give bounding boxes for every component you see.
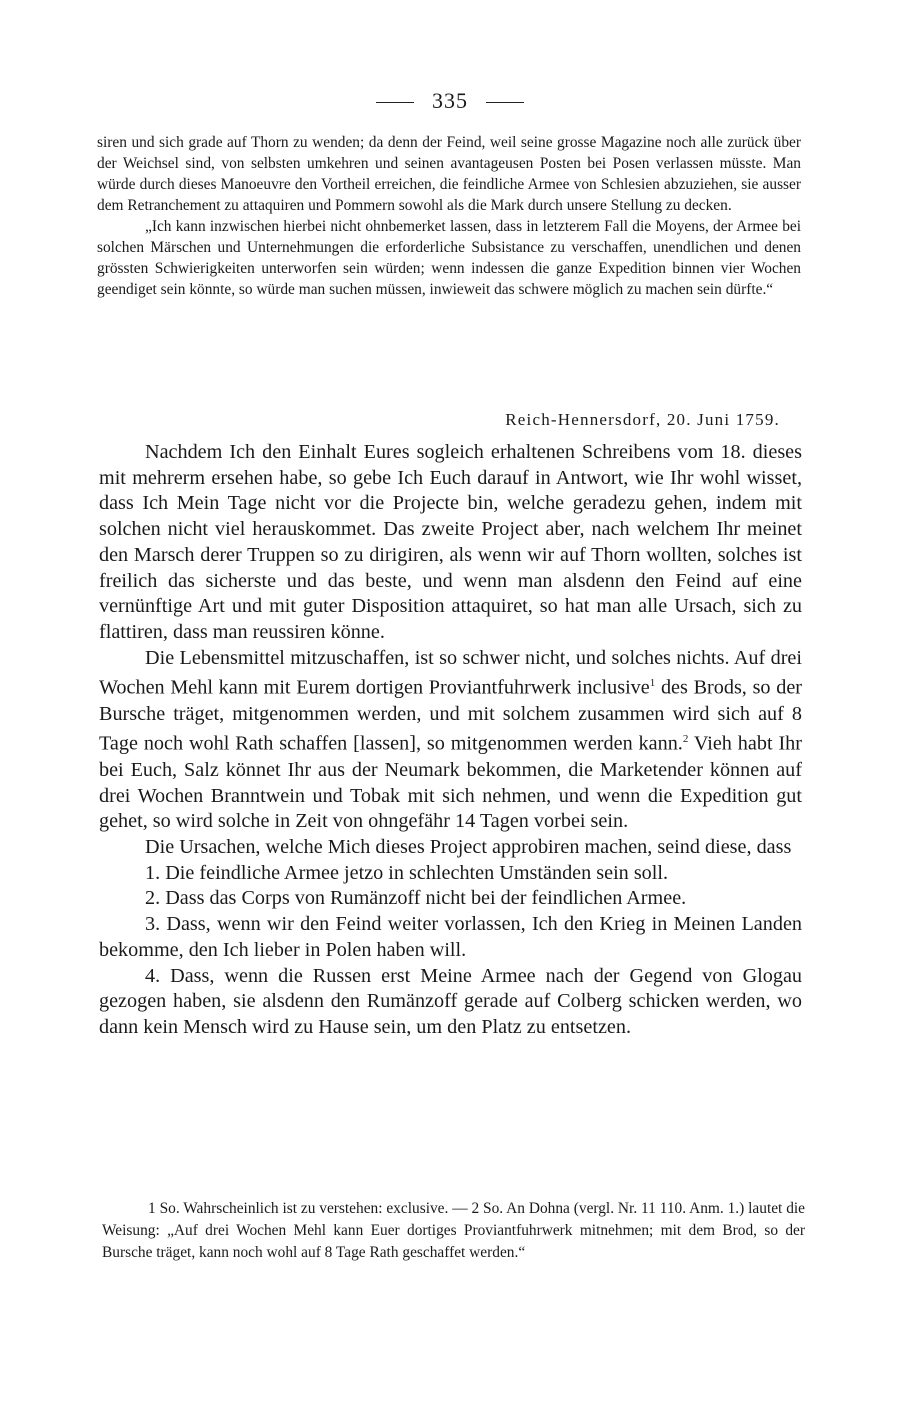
body-text: Die Lebensmittel mitzuschaffen, ist so schwer nicht, und solches nichts. Auf drei Wochen Mehl kann mit Eurem dortigen Proviantfuhrwerk inclusive <box>99 646 802 700</box>
header-rule-left <box>376 102 414 103</box>
body-paragraph: Nachdem Ich den Einhalt Eures sogleich erhaltenen Schreibens vom 18. dieses mit mehrerm ersehen habe, so gebe Ich Euch darauf in Antwort, wie Ihr wohl wisset, dass Ich Mein Tage nicht vor die Projecte bin, welche geradezu gehen, indem mit solchen nicht viel herauskommet. Das zweite Project aber, nach welchem Ihr meinet den Marsch derer Truppen so zu dirigiren, als wenn wir auf Thorn wollten, solches ist freilich das sicherste und das beste, und wenn man alsdenn den Feind auf eine vernünftige Art und mit guter Disposition attaquiret, so hat man alle Ursach, sich zu flattiren, dass man reussiren könne. <box>99 441 802 643</box>
header-rule-right <box>486 102 524 103</box>
list-item: 3. Dass, wenn wir den Feind weiter vorlassen, Ich den Krieg in Meinen Landen bekomme, den Ich lieber in Polen haben will. <box>99 913 802 961</box>
list-item: 1. Die feindliche Armee jetzo in schlechten Umständen sein soll. <box>145 861 669 884</box>
letter-paragraph: siren und sich grade auf Thorn zu wenden; da denn der Feind, weil seine grosse Magazine noch alle zurück über der Weichsel sind, von selbsten umkehren und seinen avantageusen Posten bei Posen verlassen müsste. Man würde durch dieses Manoeuvre den Vortheil erreichen, die feindliche Armee von Schlesien abzuziehen, sie ausser dem Retranchement zu attaquiren und Pommern sowohl als die Mark durch unsere Stellung zu decken. <box>97 134 801 214</box>
footnotes <box>102 1198 805 1264</box>
main-text <box>99 440 802 1041</box>
footnote-text: 1 So. Wahrscheinlich ist zu verstehen: exclusive. — 2 So. An Dohna (vergl. Nr. 11 110. Anm. 1.) lautet die Weisung: „Auf drei Wochen Mehl kann Euer dortiges Proviantfuhrwerk mitnehmen; mit dem Brod, so der Bursche träget, kann noch wohl auf 8 Tage Rath geschaffet werden.“ <box>102 1200 805 1261</box>
body-text: des Brods, so der Bursche träget, mitgenommen werden, und mit solchem zusammen wird sich auf 8 Tage noch wohl Rath schaffen [lassen], so mitgenommen werden kann. <box>99 677 802 756</box>
letter-continuation <box>97 132 801 300</box>
body-paragraph <box>99 646 802 835</box>
letter-paragraph: „Ich kann inzwischen hierbei nicht ohnbemerket lassen, dass in letzterem Fall die Moyens, der Armee bei solchen Märschen und Unternehmungen die erforderliche Subsistance zu verschaffen, unendlichen und denen grössten Schwierigkeiten unterworfen sein würden; wenn indessen die ganze Expedition binnen vier Wochen geendiget sein könnte, so würde man suchen müssen, inwieweit das schwere möglich zu machen sein dürfte.“ <box>97 218 801 298</box>
body-paragraph: Die Ursachen, welche Mich dieses Project approbiren machen, seind diese, dass <box>145 836 792 859</box>
footnote-ref: 1 <box>649 677 656 690</box>
list-item: 2. Dass das Corps von Rumänzoff nicht bei der feindlichen Armee. <box>145 887 687 910</box>
footnote-ref: 2 <box>682 733 689 746</box>
page-number: 335 <box>432 88 468 113</box>
dateline: Reich-Hennersdorf, 20. Juni 1759. <box>505 410 780 429</box>
page-header <box>0 88 900 114</box>
list-item: 4. Dass, wenn die Russen erst Meine Armee nach der Gegend von Glogau gezogen haben, sie alsdenn den Rumänzoff gerade auf Colberg schicken werden, wo dann kein Mensch wird zu Hause sein, um den Platz zu entsetzen. <box>99 964 802 1038</box>
body-text: Vieh habt Ihr bei Euch, Salz könnet Ihr aus der Neumark bekommen, die Marketender können auf drei Wochen Branntwein und Tobak mit sich nehmen, und wenn die Expedition gut gehet, so wird solche in Zeit von ohngefähr 14 Tagen vorbei sein. <box>99 733 802 833</box>
